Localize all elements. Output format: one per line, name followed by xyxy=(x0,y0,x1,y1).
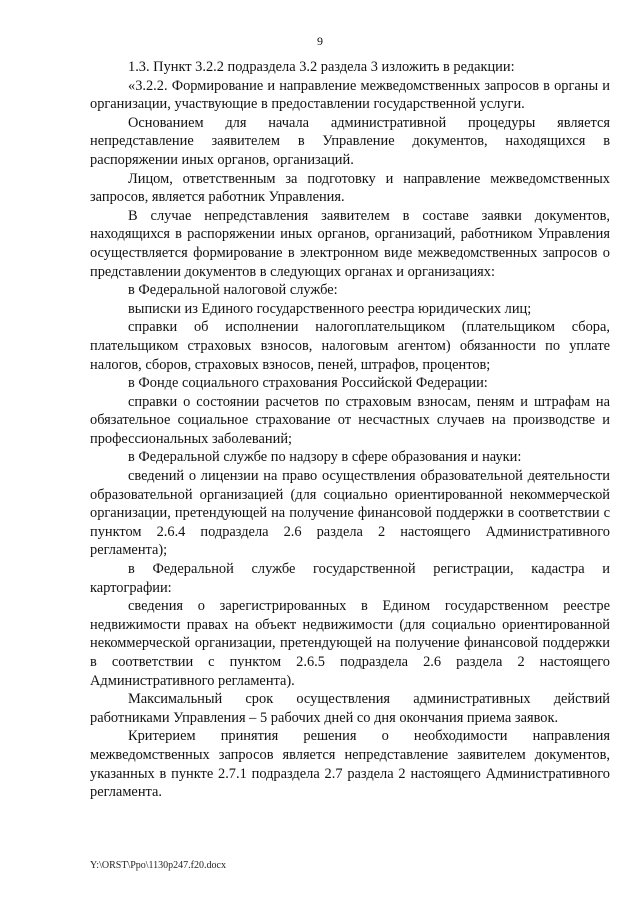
paragraph: в Федеральной налоговой службе: xyxy=(128,282,338,299)
paragraph: сведений о лицензии на право осуществления образовательной деятельности образовательной организацией (для социально ориентированной некоммерческой организации, претендующей на получение финансовой поддержки в соответствии с пунктом 2.6.4 подраздела 2.6 раздела 2 настоящего Административного регламента); xyxy=(90,468,610,559)
paragraph: Критерием принятия решения о необходимости направления межведомственных запросов является непредставление заявителем документов, указанных в пункте 2.7.1 подраздела 2.7 раздела 2 настоящего Административного регламента. xyxy=(90,728,610,801)
paragraph: в Федеральной службе государственной регистрации, кадастра и картографии: xyxy=(90,561,610,596)
paragraph: в Федеральной службе по надзору в сфере образования и науки: xyxy=(128,449,522,466)
page-number: 9 xyxy=(317,34,323,48)
paragraph: В случае непредставления заявителем в составе заявки документов, находящихся в распоряжении иных органов, организаций, работником Управления осуществляется формирование в электронном виде межведомственных запросов о представлении документов в следующих органах и организациях: xyxy=(90,207,610,280)
file-path-footer: Y:\ORST\Ppo\1130p247.f20.docx xyxy=(90,860,226,871)
paragraph: справки о состоянии расчетов по страховым взносам, пеням и штрафам на обязательное социальное страхование от несчастных случаев на производстве и профессиональных заболеваний; xyxy=(90,393,610,447)
paragraph: в Фонде социального страхования Российской Федерации: xyxy=(128,375,488,392)
paragraph: Основанием для начала административной процедуры является непредставление заявителем в Управление документов, находящихся в распоряжении иных органов, организаций. xyxy=(90,114,610,168)
paragraph: Лицом, ответственным за подготовку и направление межведомственных запросов, является работник Управления. xyxy=(90,170,610,206)
paragraph: сведения о зарегистрированных в Едином государственном реестре недвижимости правах на объект недвижимости (для социально ориентированной некоммерческой организации, претендующей на получение финансовой поддержки в соответствии с пунктом 2.6.5 подраздела 2.6 раздела 2 настоящего Административного регламента). xyxy=(90,598,610,689)
paragraph: 1.3. Пункт 3.2.2 подраздела 3.2 раздела 3 изложить в редакции: xyxy=(128,59,515,75)
document-body xyxy=(90,58,610,802)
paragraph: Максимальный срок осуществления административных действий работниками Управления – 5 рабочих дней со дня окончания приема заявок. xyxy=(90,691,610,726)
paragraph: справки об исполнении налогоплательщиком (плательщиком сбора, плательщиком страховых взносов, налоговым агентом) обязанности по уплате налогов, сборов, страховых взносов, пеней, штрафов, процентов; xyxy=(90,319,610,373)
paragraph: «3.2.2. Формирование и направление межведомственных запросов в органы и организации, участвующие в предоставлении государственной услуги. xyxy=(90,77,610,113)
paragraph: выписки из Единого государственного реестра юридических лиц; xyxy=(128,300,532,317)
